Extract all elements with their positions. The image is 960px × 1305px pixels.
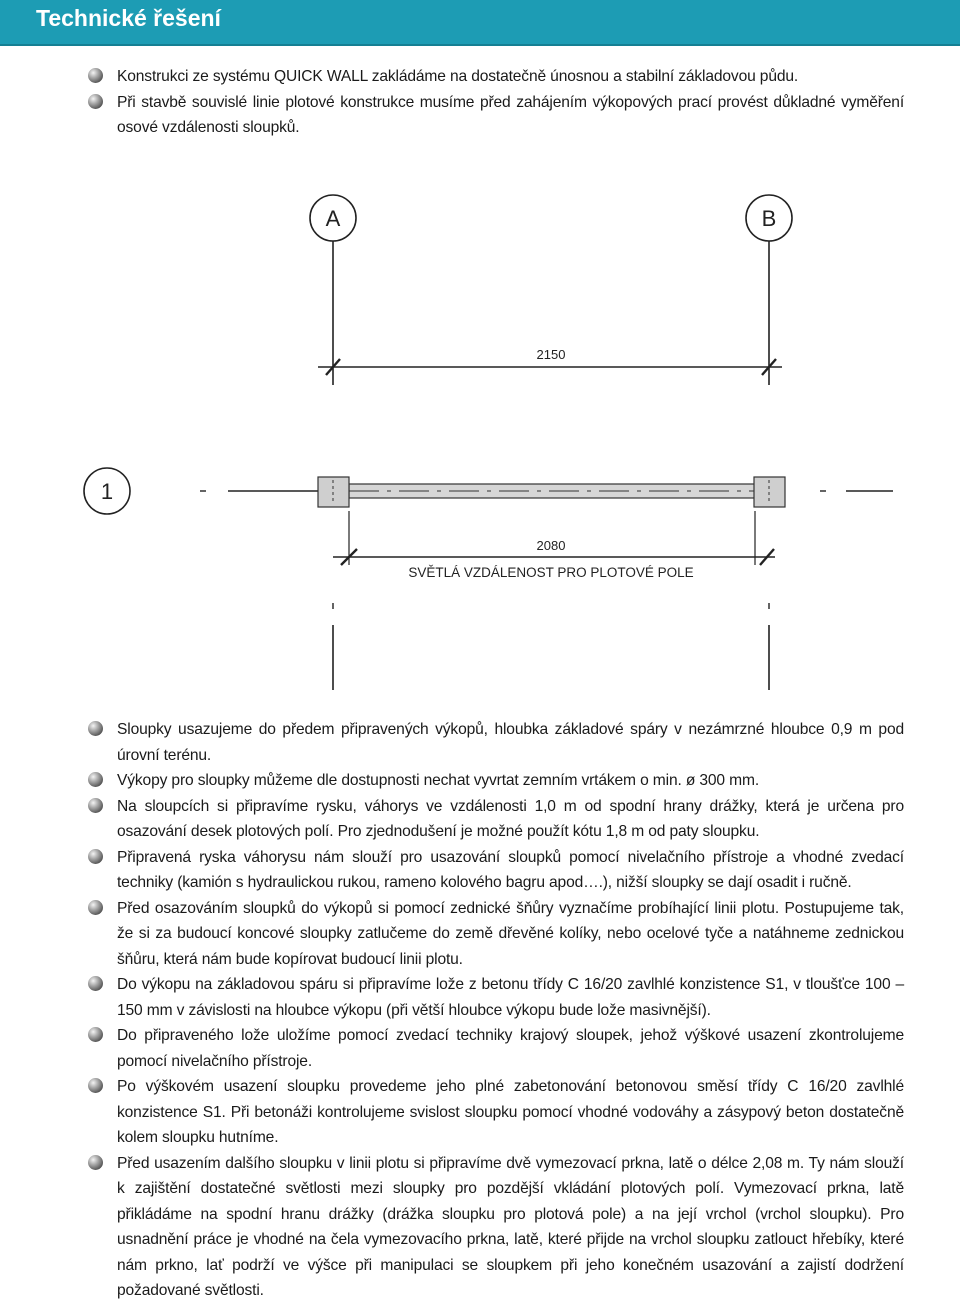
list-item-text: Do připraveného lože uložíme pomocí zvedací techniky krajový sloupek, jehož výškové usazení zkontrolujeme pomocí nivelačního přístroje. [117,1027,904,1070]
bullet-ball-icon [88,900,103,915]
bullet-ball-icon [88,849,103,864]
list-item-text: Připravená ryska váhorysu nám slouží pro usazování sloupků pomocí nivelačního přístroje a vhodné zvedací techniky (kamión s hydraulickou rukou, rameno kolového bagru apod….), nižší sloupky se dají osadit i ručně. [117,848,904,891]
bullet-ball-icon [88,1155,103,1170]
procedure-bullet-list [86,717,904,1304]
list-item-text: Do výkopu na základovou spáru si připravíme lože z betonu třídy C 16/20 zavlhlé konzistence S1, v tloušťce 100 – 150 mm v závislosti na hloubce výkopu (při větší hloubce výkopu bude lože masivnější). [117,976,904,1019]
list-item-text: Výkopy pro sloupky můžeme dle dostupnosti nechat vyvrtat zemním vrtákem o min. ø 300 mm. [117,772,759,789]
fence-layout-diagram [0,185,960,705]
bullet-ball-icon [88,976,103,991]
list-item [86,896,904,973]
grid-label-a: A [325,206,341,231]
bullet-ball-icon [88,1078,103,1093]
list-item [86,717,904,768]
bullet-ball-icon [88,798,103,813]
grid-label-1: 1 [100,479,114,504]
list-item-text: Při stavbě souvislé linie plotové konstrukce musíme před zahájením výkopových prací provést důkladné vyměření osové vzdálenosti sloupků. [117,93,904,136]
bullet-ball-icon [88,721,103,736]
dimension-caption: SVĚTLÁ VZDÁLENOST PRO PLOTOVÉ POLE [408,565,694,580]
dimension-bottom: 2080 [536,538,566,553]
list-item [86,1074,904,1151]
list-item [86,1023,904,1074]
list-item [86,64,904,90]
list-item [86,1151,904,1304]
grid-label-b: B [761,206,777,231]
list-item-text: Před osazováním sloupků do výkopů si pomocí zednické šňůry vyznačíme probíhající linii plotu. Postupujeme tak, že si za budoucí koncové sloupky zatlučeme do země dřevěné kolíky, nebo ocelové tyče a natáhneme zednickou šňůru, která nám bude kopírovat budoucí linii plotu. [117,899,904,968]
list-item-text: Před usazením dalšího sloupku v linii plotu si připravíme dvě vymezovací prkna, latě o délce 2,08 m. Ty nám slouží k zajištění dostatečné světlosti mezi sloupky pro pozdější vkládání plotových polí. Vymezovací prkna, latě přikládáme na spodní hranu drážky (drážka sloupku pro plotová pole) a na její vrchol (vrchol sloupku). Pro usnadnění práce je vhodné na čela vymezovacího prkna, latě, které přijde na vrchol sloupku zatlouct hřebíky, které nám prkno, lať podrží ve výšce při manipulaci se sloupkem při jeho konečném usazování a zajistí dodržení požadované světlosti. [117,1154,904,1299]
list-item [86,90,904,141]
dimension-top: 2150 [536,347,566,362]
list-item-text: Sloupky usazujeme do předem připravených výkopů, hloubka základové spáry v nezámrzné hloubce 0,9 m pod úrovní terénu. [117,721,904,764]
bullet-ball-icon [88,772,103,787]
intro-bullet-list [86,64,904,141]
list-item [86,845,904,896]
page-header [0,0,960,46]
bullet-ball-icon [88,1027,103,1042]
bullet-ball-icon [88,68,103,83]
list-item [86,794,904,845]
list-item-text: Po výškovém usazení sloupku provedeme jeho plné zabetonování betonovou směsí třídy C 16/20 zavlhlé konzistence S1. Při betonáži kontrolujeme svislost sloupku pomocí vhodné vodováhy a zásypový beton dostatečně kolem sloupku hutníme. [117,1078,904,1146]
page-title: Technické řešení [36,5,221,31]
list-item [86,972,904,1023]
list-item-text: Konstrukci ze systému QUICK WALL zakládáme na dostatečně únosnou a stabilní základovou půdu. [117,68,799,85]
bullet-ball-icon [88,94,103,109]
list-item-text: Na sloupcích si připravíme rysku, váhorys ve vzdálenosti 1,0 m od spodní hrany drážky, která je určena pro osazování desek plotových polí. Pro zjednodušení je možné použít kótu 1,8 m od paty sloupku. [117,797,904,840]
list-item [86,768,904,794]
